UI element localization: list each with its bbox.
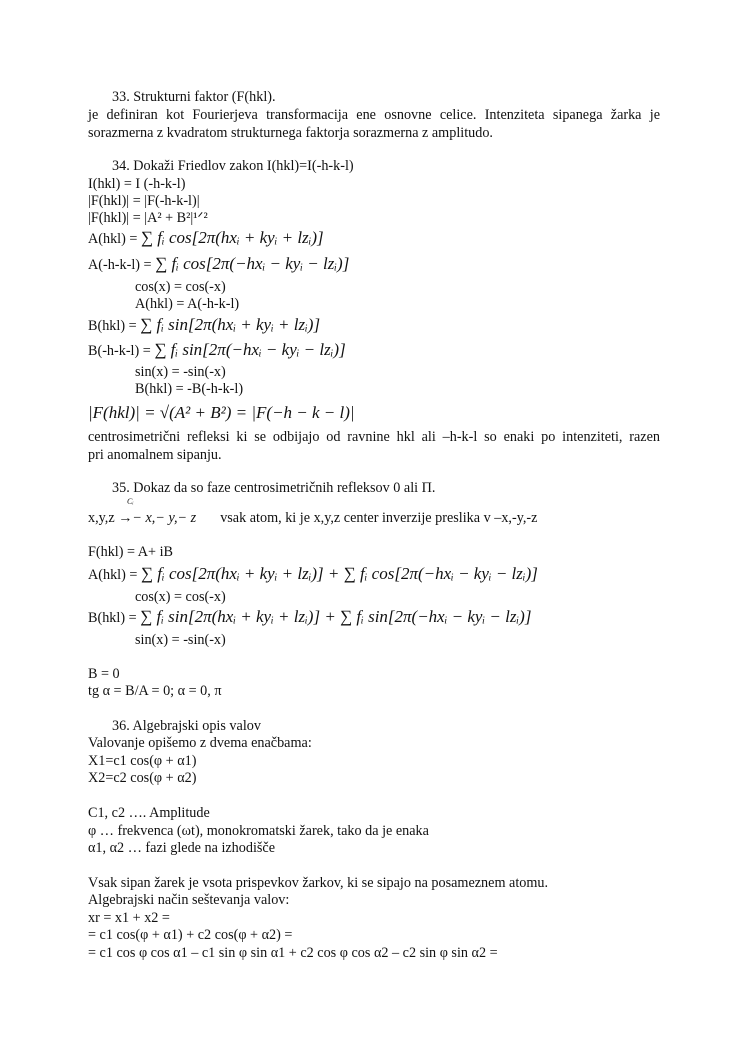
text-line: B = 0 — [88, 666, 120, 682]
text-line: F(hkl) = A+ iB — [88, 544, 173, 560]
text-line: sin(x) = -sin(-x) — [135, 632, 226, 648]
text-line: Valovanje opišemo z dvema enačbama: — [88, 735, 312, 751]
formula: ∑ fᵢ cos[2π(hxᵢ + kyᵢ + lzᵢ)] + ∑ fᵢ cos[2π(−hxᵢ − kyᵢ − lzᵢ)] — [140, 564, 538, 583]
text-line: cos(x) = cos(-x) — [135, 279, 226, 295]
formula: →− x,− y,− z — [118, 510, 197, 526]
operator-label: Cᵢ — [127, 497, 134, 506]
text-line: X1=c1 cos(φ + α1) — [88, 753, 197, 769]
formula-label: B(hkl) = — [88, 318, 141, 334]
mapping-line — [88, 510, 537, 527]
formula-label: A(-h-k-l) = — [88, 257, 156, 273]
text-line: C1, c2 …. Amplitude — [88, 805, 210, 821]
formula-line — [88, 341, 346, 360]
text-line: |F(hkl)| = |F(-h-k-l)| — [88, 193, 200, 209]
formula-line — [88, 316, 320, 335]
formula-line — [88, 608, 531, 627]
text-line: tg α = B/A = 0; α = 0, π — [88, 683, 222, 699]
text-line: φ … frekvenca (ωt), monokromatski žarek, tako da je enaka — [88, 823, 429, 839]
formula-label: A(hkl) = — [88, 231, 141, 247]
heading-35: 35. Dokaz da so faze centrosimetričnih refleksov 0 ali Π. — [112, 480, 436, 496]
text-line: sin(x) = -sin(-x) — [135, 364, 226, 380]
formula-label: B(hkl) = — [88, 610, 141, 626]
text-line: |F(hkl)| = |A² + B²|¹ᐟ² — [88, 210, 208, 226]
paragraph-line: je definiran kot Fourierjeva transformacija ene osnovne celice. Intenziteta sipanega žarka je — [88, 107, 660, 123]
text-line: A(hkl) = A(-h-k-l) — [135, 296, 240, 312]
paragraph-line: centrosimetrični refleksi ki se odbijajo od ravnine hkl ali –h-k-l so enaki po intenziteti, razen — [88, 429, 660, 445]
text-line: cos(x) = cos(-x) — [135, 589, 226, 605]
text-line: α1, α2 … fazi glede na izhodišče — [88, 840, 276, 856]
text-line: I(hkl) = I (-h-k-l) — [88, 176, 186, 192]
text-line: X2=c2 cos(φ + α2) — [88, 770, 197, 786]
formula-line — [88, 229, 324, 248]
formula-line — [88, 565, 538, 584]
formula: ∑ fᵢ cos[2π(−hxᵢ − kyᵢ − lzᵢ)] — [155, 254, 350, 273]
formula: ∑ fᵢ sin[2π(hxᵢ + kyᵢ + lzᵢ)] — [140, 315, 321, 334]
heading-34: 34. Dokaži Friedlov zakon I(hkl)=I(-h-k-l) — [112, 158, 354, 174]
text-line: B(hkl) = -B(-h-k-l) — [135, 381, 244, 397]
paragraph-line: sorazmerna z kvadratom strukturnega faktorja sorazmerna z amplitudo. — [88, 125, 493, 141]
text-line: xr = x1 + x2 = — [88, 910, 170, 926]
text: x,y,z — [88, 510, 119, 526]
text-line: = c1 cos φ cos α1 – c1 sin φ sin α1 + c2 cos φ cos α2 – c2 sin φ sin α2 = — [88, 945, 498, 961]
heading-33: 33. Strukturni faktor (F(hkl). — [112, 89, 276, 105]
formula-label: B(-h-k-l) = — [88, 343, 155, 359]
text-line: = c1 cos(φ + α1) + c2 cos(φ + α2) = — [88, 927, 293, 943]
formula-label: A(hkl) = — [88, 567, 141, 583]
text-line: Vsak sipan žarek je vsota prispevkov žarkov, ki se sipajo na posameznem atomu. — [88, 875, 549, 891]
formula: |F(hkl)| = √(A² + B²) = |F(−h − k − l)| — [88, 403, 355, 422]
formula-line — [88, 255, 349, 274]
formula: ∑ fᵢ cos[2π(hxᵢ + kyᵢ + lzᵢ)] — [140, 228, 324, 247]
formula: ∑ fᵢ sin[2π(−hxᵢ − kyᵢ − lzᵢ)] — [154, 340, 346, 359]
paragraph-line: pri anomalnem sipanju. — [88, 447, 222, 463]
text-line: Algebrajski način seštevanja valov: — [88, 892, 290, 908]
heading-36: 36. Algebrajski opis valov — [112, 718, 261, 734]
text: vsak atom, ki je x,y,z center inverzije preslika v –x,-y,-z — [220, 510, 538, 526]
formula: ∑ fᵢ sin[2π(hxᵢ + kyᵢ + lzᵢ)] + ∑ fᵢ sin[2π(−hxᵢ − kyᵢ − lzᵢ)] — [140, 607, 532, 626]
